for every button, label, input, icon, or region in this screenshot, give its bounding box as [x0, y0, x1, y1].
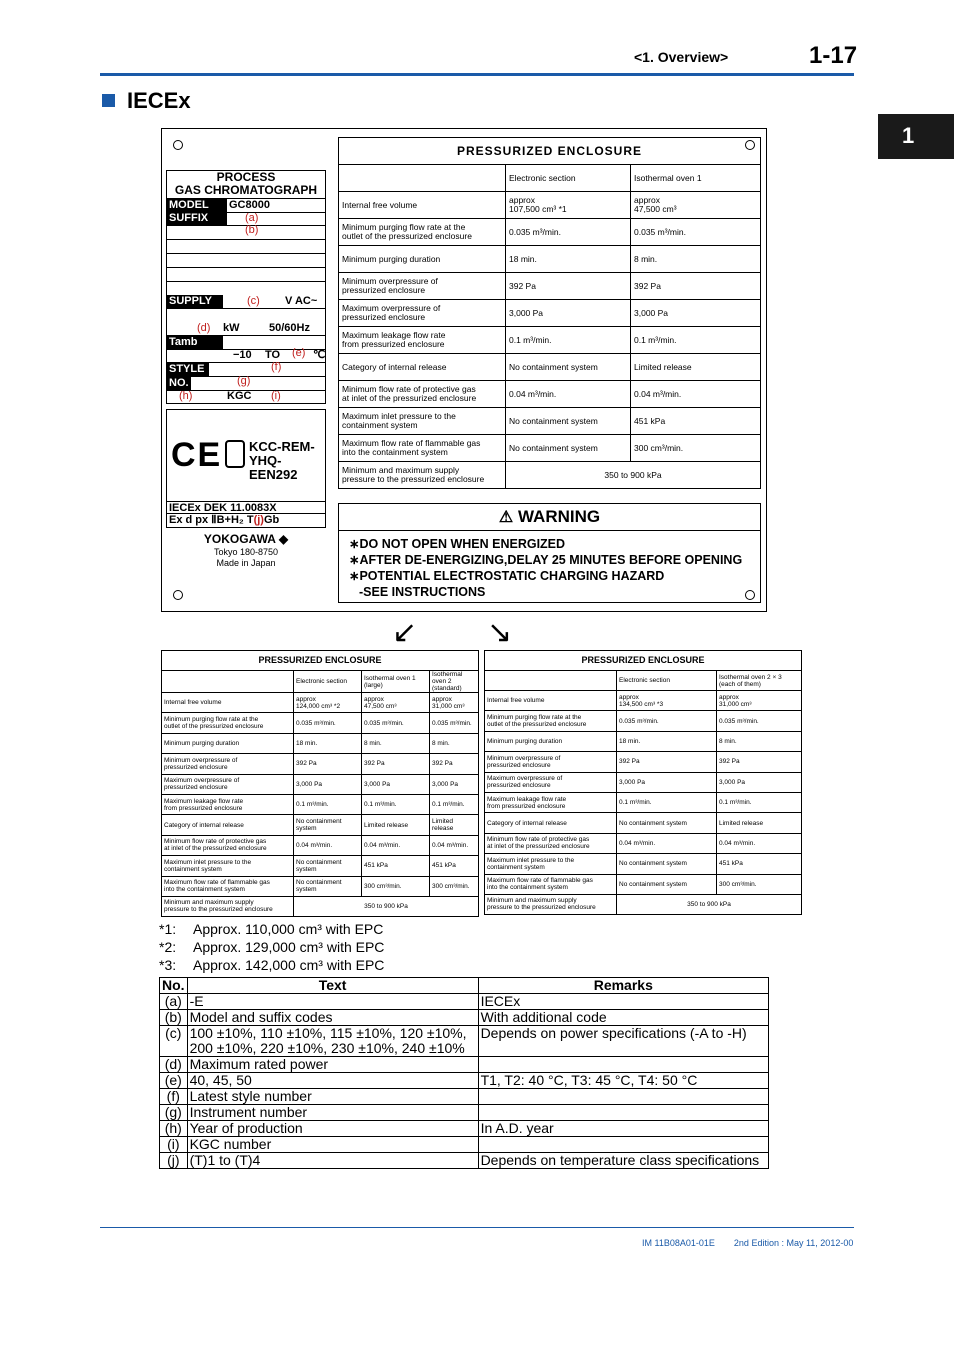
table-cell: 0.035 m³/min.	[430, 713, 479, 733]
table-cell: approx 107,500 cm³ *1	[506, 192, 631, 219]
row-label: Maximum inlet pressure to the containment system	[162, 856, 294, 876]
table-cell: 0.04 m³/min.	[631, 381, 761, 408]
row-label: Maximum overpressure of pressurized enclosure	[339, 300, 506, 327]
row-label: Internal free volume	[339, 192, 506, 219]
right-enclosure-table	[484, 650, 802, 915]
table-row	[162, 835, 479, 855]
screw-hole-icon	[173, 590, 183, 600]
row-label: Maximum leakage flow rate from pressurized enclosure	[339, 327, 506, 354]
table-row	[485, 854, 802, 874]
table-cell: approx 31,000 cm³	[430, 693, 479, 713]
table-row	[485, 752, 802, 772]
table-cell: 350 to 900 kPa	[294, 896, 479, 916]
row-label: Internal free volume	[162, 693, 294, 713]
item-text: 100 ±10%, 110 ±10%, 115 ±10%, 120 ±10%, 200 ±10%, 220 ±10%, 230 ±10%, 240 ±10%	[187, 1026, 478, 1057]
mark-f: (f)	[271, 361, 282, 373]
section-bullet-icon	[102, 94, 115, 107]
item-text: Instrument number	[187, 1105, 478, 1121]
document-number: IM 11B08A01-01E	[642, 1238, 715, 1248]
ce-mark-icon: CE	[171, 436, 223, 474]
row-label: Minimum purging duration	[339, 246, 506, 273]
table-cell: No containment system	[617, 813, 717, 833]
table-row	[485, 813, 802, 833]
table-cell: 18 min.	[294, 733, 362, 753]
table-cell: 0.1 m³/min.	[506, 327, 631, 354]
item-number: (f)	[160, 1089, 188, 1105]
table-row	[162, 693, 479, 713]
chapter-tab	[878, 114, 954, 159]
row-label: Maximum overpressure of pressurized enclosure	[485, 772, 617, 792]
item-text: Year of production	[187, 1121, 478, 1137]
blank-row	[167, 254, 325, 268]
table-cell: 300 cm³/min.	[362, 876, 430, 896]
table-cell: 0.1 m³/min.	[362, 794, 430, 814]
row-label: Minimum flow rate of protective gas at inlet of the pressurized enclosure	[339, 381, 506, 408]
table-cell: 392 Pa	[717, 752, 802, 772]
row-label: Minimum purging flow rate at the outlet of the pressurized enclosure	[485, 711, 617, 731]
table-cell: approx 134,500 cm³ *3	[617, 691, 717, 711]
ex-marking	[169, 514, 279, 527]
warning-line: ∗POTENTIAL ELECTROSTATIC CHARGING HAZARD	[349, 569, 665, 583]
table-header-row	[485, 671, 802, 691]
blank-row	[167, 240, 325, 254]
table-row	[162, 815, 479, 835]
table-cell: 8 min.	[631, 246, 761, 273]
table-cell: Limited release	[362, 815, 430, 835]
table-cell: 0.04 m³/min.	[617, 833, 717, 853]
address-line: Tokyo 180-8750	[213, 547, 279, 557]
table-row	[160, 1010, 769, 1026]
supply-label: SUPPLY	[167, 295, 223, 308]
origin-line: Made in Japan	[216, 558, 276, 568]
arrow-down-right-icon: ↘	[487, 616, 513, 649]
warning-text	[349, 536, 742, 600]
item-number: (d)	[160, 1057, 188, 1073]
table-row	[339, 435, 761, 462]
item-number: (b)	[160, 1010, 188, 1026]
item-number: (j)	[160, 1153, 188, 1169]
mark-g: (g)	[237, 375, 251, 387]
item-remarks: Depends on temperature class specifications	[478, 1153, 768, 1169]
table-cell: 350 to 900 kPa	[506, 462, 761, 489]
table-cell: 451 kPa	[362, 856, 430, 876]
table-cell: 0.04 m³/min.	[506, 381, 631, 408]
footnote-mark: *2:	[159, 939, 177, 955]
table-cell: No containment system	[294, 876, 362, 896]
section-title: IECEx	[127, 88, 191, 113]
table-row	[162, 896, 479, 916]
blank-row	[167, 268, 325, 282]
item-text: Model and suffix codes	[187, 1010, 478, 1026]
row-label: Minimum overpressure of pressurized enclosure	[162, 754, 294, 774]
table-cell: No containment system	[506, 408, 631, 435]
table-row	[162, 856, 479, 876]
table-cell: 3,000 Pa	[631, 300, 761, 327]
footnote-text: Approx. 129,000 cm³ with EPC	[193, 939, 385, 955]
column-header: Isothermal oven 2 (standard)	[430, 671, 479, 693]
table-cell: 0.035 m³/min.	[631, 219, 761, 246]
item-text: 40, 45, 50	[187, 1073, 478, 1089]
table-cell: 0.035 m³/min.	[362, 713, 430, 733]
table-row	[485, 894, 802, 914]
row-label: Minimum flow rate of protective gas at inlet of the pressurized enclosure	[162, 835, 294, 855]
mark-h: (h)	[179, 390, 193, 402]
table-cell: 0.1 m³/min.	[617, 792, 717, 812]
table-cell: 392 Pa	[362, 754, 430, 774]
identification-box	[166, 170, 326, 404]
warning-line: ∗AFTER DE-ENERGIZING,DELAY 25 MINUTES BEFORE OPENING	[349, 553, 743, 567]
item-remarks: In A.D. year	[478, 1121, 768, 1137]
mark-d: (d)	[197, 322, 211, 334]
table-row	[160, 994, 769, 1010]
table-row	[339, 354, 761, 381]
ex-marking-prefix: Ex d px ⅡB+H₂ T	[169, 514, 254, 526]
footnote-text: Approx. 110,000 cm³ with EPC	[193, 921, 384, 937]
row-label: Minimum and maximum supply pressure to the pressurized enclosure	[485, 894, 617, 914]
item-number: (e)	[160, 1073, 188, 1089]
table-cell: 0.035 m³/min.	[294, 713, 362, 733]
table-cell: 300 cm³/min.	[631, 435, 761, 462]
item-remarks	[478, 1057, 768, 1073]
table-row	[160, 1153, 769, 1169]
header-blank-cell	[339, 165, 506, 192]
row-label: Maximum inlet pressure to the containment system	[339, 408, 506, 435]
mark-i: (i)	[271, 390, 281, 402]
table-row	[160, 1137, 769, 1153]
marking-list-table	[159, 977, 769, 1169]
row-label: Category of internal release	[485, 813, 617, 833]
table-cell: 300 cm³/min.	[717, 874, 802, 894]
running-header-section: <1. Overview>	[634, 49, 729, 65]
table-cell: 0.04 m³/min.	[362, 835, 430, 855]
table-cell: 0.035 m³/min.	[617, 711, 717, 731]
row-label: Category of internal release	[162, 815, 294, 835]
header-rule	[100, 73, 854, 76]
tamb-low: −10	[233, 349, 252, 361]
footnote-mark: *3:	[159, 957, 177, 973]
table-row	[162, 713, 479, 733]
row-label: Minimum and maximum supply pressure to the pressurized enclosure	[162, 896, 294, 916]
warning-title: WARNING	[517, 507, 601, 526]
table-cell: 300 cm³/min.	[430, 876, 479, 896]
warning-line: ∗DO NOT OPEN WHEN ENERGIZED	[349, 537, 566, 551]
table-cell: 8 min.	[717, 731, 802, 751]
table-row	[339, 246, 761, 273]
screw-hole-icon	[173, 140, 183, 150]
table-row	[160, 1105, 769, 1121]
table-row	[162, 733, 479, 753]
table-row	[339, 219, 761, 246]
mark-a: (a)	[245, 212, 259, 224]
mark-e: (e)	[292, 347, 306, 359]
table-cell: approx 124,000 cm³ *2	[294, 693, 362, 713]
row-label: Minimum overpressure of pressurized enclosure	[339, 273, 506, 300]
table-row	[485, 874, 802, 894]
table-row	[339, 192, 761, 219]
column-header: Isothermal oven 1 (large)	[362, 671, 430, 693]
footnote-text: Approx. 142,000 cm³ with EPC	[193, 957, 385, 973]
kgc-label: KGC	[227, 390, 252, 402]
warning-triangle-icon: ⚠	[498, 509, 514, 526]
item-remarks: IECEx	[478, 994, 768, 1010]
row-label: Maximum leakage flow rate from pressurized enclosure	[162, 794, 294, 814]
kc-line-1: KCC-REM-	[249, 439, 315, 454]
row-label: Minimum overpressure of pressurized enclosure	[485, 752, 617, 772]
item-text: (T)1 to (T)4	[187, 1153, 478, 1169]
edition-date: 2nd Edition : May 11, 2012-00	[733, 1238, 854, 1248]
column-header: Text	[187, 978, 478, 994]
table-row	[162, 794, 479, 814]
footnote	[159, 956, 384, 974]
table-cell: 8 min.	[362, 733, 430, 753]
table-row	[160, 1089, 769, 1105]
product-line-2: GAS CHROMATOGRAPH	[174, 183, 318, 197]
kc-mark-icon	[225, 440, 245, 468]
table-cell: Limited release	[717, 813, 802, 833]
table-cell: 8 min.	[430, 733, 479, 753]
table-cell: 392 Pa	[506, 273, 631, 300]
item-text: Maximum rated power	[187, 1057, 478, 1073]
row-label: Maximum flow rate of flammable gas into the containment system	[162, 876, 294, 896]
table-row	[339, 327, 761, 354]
maker-address	[166, 547, 326, 569]
model-row	[167, 198, 325, 213]
table-cell: 0.1 m³/min.	[631, 327, 761, 354]
table-cell: 0.1 m³/min.	[717, 792, 802, 812]
page-number: 1-17	[809, 42, 858, 69]
table-cell: 0.1 m³/min.	[430, 794, 479, 814]
footer-rule	[100, 1227, 854, 1228]
column-header: Remarks	[478, 978, 768, 994]
table-cell: approx 47,500 cm³	[631, 192, 761, 219]
tamb-value-row	[167, 349, 325, 363]
table-cell: 0.1 m³/min.	[294, 794, 362, 814]
table-cell: 3,000 Pa	[294, 774, 362, 794]
ex-marking-suffix: Gb	[263, 514, 280, 526]
column-header: Electronic section	[506, 165, 631, 192]
table-cell: 3,000 Pa	[617, 772, 717, 792]
table-cell: approx 47,500 cm³	[362, 693, 430, 713]
warning-box	[338, 503, 761, 603]
table-title: PRESSURIZED ENCLOSURE	[485, 651, 802, 671]
table-row	[339, 462, 761, 489]
column-header: Electronic section	[294, 671, 362, 693]
row-label: Maximum flow rate of flammable gas into the containment system	[485, 874, 617, 894]
table-cell: No containment system	[506, 354, 631, 381]
row-label: Maximum inlet pressure to the containment system	[485, 854, 617, 874]
row-label: Category of internal release	[339, 354, 506, 381]
column-header: Electronic section	[617, 671, 717, 691]
number-row	[167, 377, 325, 391]
table-cell: No containment system	[506, 435, 631, 462]
table-row	[339, 273, 761, 300]
frequency: 50/60Hz	[269, 322, 310, 334]
column-header: Isothermal oven 2 × 3 (each of them)	[717, 671, 802, 691]
blank-row	[167, 226, 325, 240]
table-row	[339, 381, 761, 408]
table-row	[162, 774, 479, 794]
table-row	[485, 792, 802, 812]
table-cell: 392 Pa	[430, 754, 479, 774]
footnotes	[159, 920, 384, 974]
row-label: Minimum and maximum supply pressure to the pressurized enclosure	[339, 462, 506, 489]
table-cell: 392 Pa	[631, 273, 761, 300]
table-cell: 0.04 m³/min.	[294, 835, 362, 855]
table-cell: approx 31,000 cm³	[717, 691, 802, 711]
table-cell: 392 Pa	[294, 754, 362, 774]
item-remarks: Depends on power specifications (-A to -H)	[478, 1026, 768, 1057]
item-remarks: With additional code	[478, 1010, 768, 1026]
item-remarks: T1, T2: 40 °C, T3: 45 °C, T4: 50 °C	[478, 1073, 768, 1089]
table-cell: 18 min.	[617, 731, 717, 751]
item-number: (h)	[160, 1121, 188, 1137]
item-text: Latest style number	[187, 1089, 478, 1105]
item-number: (c)	[160, 1026, 188, 1057]
brand-line	[166, 532, 326, 546]
table-cell: 451 kPa	[717, 854, 802, 874]
table-cell: 392 Pa	[617, 752, 717, 772]
model-value: GC8000	[229, 199, 270, 211]
table-row	[485, 833, 802, 853]
table-cell: No containment system	[617, 874, 717, 894]
table-cell: Limited release	[430, 815, 479, 835]
table-cell: 0.035 m³/min.	[506, 219, 631, 246]
style-label: STYLE	[167, 363, 209, 376]
table-cell: No containment system	[617, 854, 717, 874]
row-label: Maximum flow rate of flammable gas into the containment system	[339, 435, 506, 462]
item-text: -E	[187, 994, 478, 1010]
brand-logo: YOKOGAWA	[203, 532, 276, 546]
table-cell: 350 to 900 kPa	[617, 894, 802, 914]
suffix-label: SUFFIX	[167, 212, 227, 225]
row-label: Minimum purging duration	[162, 733, 294, 753]
item-text: KGC number	[187, 1137, 478, 1153]
left-enclosure-table	[161, 650, 479, 917]
item-remarks	[478, 1105, 768, 1121]
table-row	[485, 711, 802, 731]
row-label: Maximum overpressure of pressurized enclosure	[162, 774, 294, 794]
table-cell: No containment system	[294, 856, 362, 876]
table-row	[485, 772, 802, 792]
header-blank-cell	[162, 671, 294, 693]
table-title: PRESSURIZED ENCLOSURE	[339, 138, 761, 165]
iecex-certificate: IECEx DEK 11.0083X	[167, 501, 325, 514]
table-cell: 3,000 Pa	[362, 774, 430, 794]
kgc-row	[167, 390, 325, 403]
table-row	[339, 300, 761, 327]
kw-label: kW	[223, 322, 240, 334]
tamb-label: Tamb	[167, 336, 223, 349]
celsius-symbol: ℃	[313, 349, 326, 361]
diamond-icon: ◆	[278, 532, 289, 546]
supply-row	[167, 295, 325, 309]
item-number: (i)	[160, 1137, 188, 1153]
column-header: No.	[160, 978, 188, 994]
mark-b: (b)	[245, 224, 259, 236]
table-row	[160, 1073, 769, 1089]
supply-unit: V AC~	[285, 295, 318, 307]
table-row	[160, 1121, 769, 1137]
table-cell: 451 kPa	[631, 408, 761, 435]
model-label: MODEL	[167, 199, 227, 212]
table-row	[485, 691, 802, 711]
item-remarks	[478, 1137, 768, 1153]
number-label: NO.	[167, 377, 191, 390]
item-remarks	[478, 1089, 768, 1105]
row-label: Minimum flow rate of protective gas at inlet of the pressurized enclosure	[485, 833, 617, 853]
kc-number	[249, 440, 325, 482]
warning-header	[339, 504, 760, 531]
table-header-row	[162, 671, 479, 693]
table-cell: 3,000 Pa	[717, 772, 802, 792]
mark-c: (c)	[247, 295, 260, 307]
arrow-down-left-icon: ↙	[392, 616, 418, 649]
column-header: Isothermal oven 1	[631, 165, 761, 192]
table-cell: 3,000 Pa	[506, 300, 631, 327]
row-label: Maximum leakage flow rate from pressurized enclosure	[485, 792, 617, 812]
table-cell: 451 kPa	[430, 856, 479, 876]
item-number: (g)	[160, 1105, 188, 1121]
row-label: Minimum purging flow rate at the outlet of the pressurized enclosure	[339, 219, 506, 246]
table-row	[339, 408, 761, 435]
footnote	[159, 938, 384, 956]
table-cell: 3,000 Pa	[430, 774, 479, 794]
table-cell: 0.035 m³/min.	[717, 711, 802, 731]
footnote-mark: *1:	[159, 921, 177, 937]
power-row	[167, 322, 325, 336]
table-cell: 0.04 m³/min.	[717, 833, 802, 853]
table-row	[160, 1026, 769, 1057]
table-row	[485, 731, 802, 751]
header-blank-cell	[485, 671, 617, 691]
row-label: Minimum purging duration	[485, 731, 617, 751]
table-row	[162, 754, 479, 774]
footer	[642, 1238, 853, 1248]
table-cell: Limited release	[631, 354, 761, 381]
footnote	[159, 920, 384, 938]
product-name	[167, 171, 325, 197]
tamb-to: TO	[265, 349, 281, 361]
main-enclosure-table	[338, 137, 761, 489]
kc-line-2: YHQ-EEN292	[249, 453, 298, 482]
table-cell: 0.04 m³/min.	[430, 835, 479, 855]
mark-j: (j)	[253, 514, 264, 526]
table-cell: No containment system	[294, 815, 362, 835]
table-row	[160, 1057, 769, 1073]
product-line-1: PROCESS	[216, 170, 276, 184]
chapter-number: 1	[902, 123, 915, 148]
certification-box	[166, 409, 326, 528]
row-label: Minimum purging flow rate at the outlet of the pressurized enclosure	[162, 713, 294, 733]
row-label: Internal free volume	[485, 691, 617, 711]
table-cell: 18 min.	[506, 246, 631, 273]
table-row	[162, 876, 479, 896]
item-number: (a)	[160, 994, 188, 1010]
warning-line: -SEE INSTRUCTIONS	[359, 585, 486, 599]
table-title: PRESSURIZED ENCLOSURE	[162, 651, 479, 671]
